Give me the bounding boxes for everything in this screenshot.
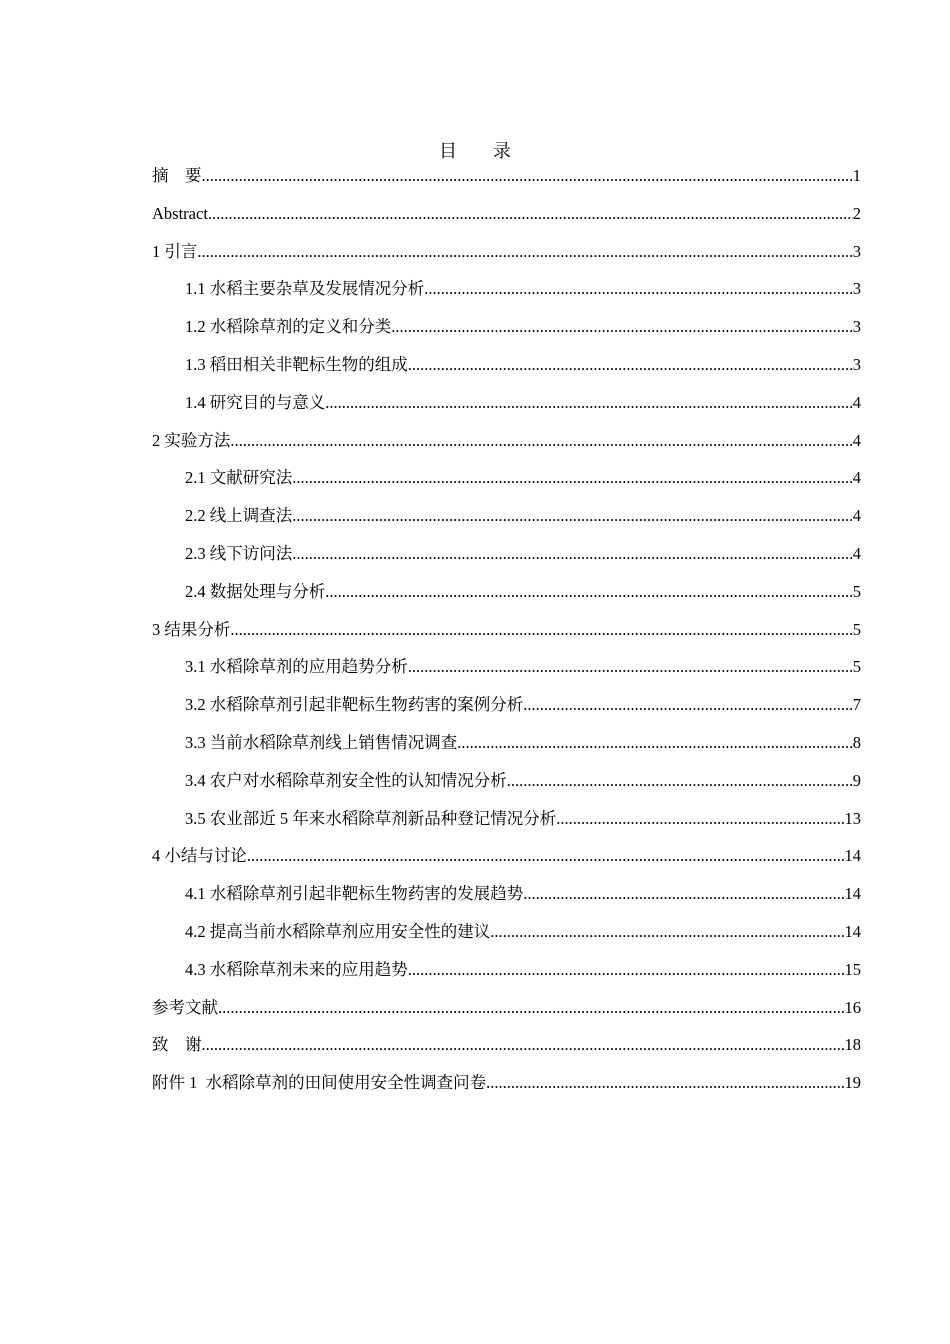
toc-entry-page: 5 bbox=[852, 619, 861, 639]
toc-entry[interactable] bbox=[152, 692, 861, 730]
toc-entry[interactable] bbox=[152, 1070, 861, 1108]
toc-entry-label: 1 引言 bbox=[152, 241, 198, 261]
toc-entry-page: 3 bbox=[852, 279, 861, 299]
toc-leader-dots bbox=[208, 201, 853, 227]
toc-entry[interactable] bbox=[152, 730, 861, 768]
toc-entry-label: 3 结果分析 bbox=[152, 619, 231, 639]
toc-entry-page: 4 bbox=[852, 468, 861, 488]
toc-entry-page: 13 bbox=[844, 808, 861, 828]
toc-entry-page: 2 bbox=[852, 203, 861, 223]
toc-leader-dots bbox=[202, 1032, 845, 1058]
toc-entry-label: 1.1 水稻主要杂草及发展情况分析 bbox=[185, 279, 425, 299]
toc-entry-page: 19 bbox=[844, 1073, 861, 1093]
toc-leader-dots bbox=[292, 465, 853, 491]
toc-leader-dots bbox=[230, 428, 852, 454]
toc-entry-page: 5 bbox=[852, 581, 861, 601]
toc-entry-page: 4 bbox=[852, 392, 861, 412]
toc-leader-dots bbox=[523, 692, 853, 718]
toc-leader-dots bbox=[556, 806, 844, 832]
toc-leader-dots bbox=[325, 390, 853, 416]
toc-entry-label: 致 谢 bbox=[152, 1035, 202, 1055]
toc-entry[interactable] bbox=[152, 465, 861, 503]
toc-entry-label: 2.1 文献研究法 bbox=[185, 468, 293, 488]
toc-entry[interactable] bbox=[152, 579, 861, 617]
toc-leader-dots bbox=[457, 730, 853, 756]
toc-entry-label: 3.4 农户对水稻除草剂安全性的认知情况分析 bbox=[185, 770, 507, 790]
toc-entry[interactable] bbox=[152, 541, 861, 579]
toc-leader-dots bbox=[218, 995, 845, 1021]
toc-entry-page: 15 bbox=[844, 959, 861, 979]
toc-entry-label: 4 小结与讨论 bbox=[152, 846, 247, 866]
toc-entry-page: 14 bbox=[844, 921, 861, 941]
toc-leader-dots bbox=[230, 617, 852, 643]
toc-entry[interactable] bbox=[152, 428, 861, 466]
toc-entry-page: 1 bbox=[852, 166, 861, 185]
toc-entry-label: 摘 要 bbox=[152, 166, 202, 185]
toc-leader-dots bbox=[197, 239, 852, 265]
toc-entry-label: 参考文献 bbox=[152, 997, 218, 1017]
toc-leader-dots bbox=[325, 579, 853, 605]
toc-entry-page: 4 bbox=[852, 506, 861, 526]
toc-entry[interactable] bbox=[152, 617, 861, 655]
toc-entry[interactable] bbox=[152, 919, 861, 957]
toc-entry[interactable] bbox=[152, 314, 861, 352]
toc-entry-label: 2 实验方法 bbox=[152, 430, 231, 450]
toc-leader-dots bbox=[292, 541, 853, 567]
toc-entry[interactable] bbox=[152, 201, 861, 239]
toc-entry[interactable] bbox=[152, 957, 861, 995]
toc-entry[interactable] bbox=[152, 1032, 861, 1070]
toc-entry-label: 2.4 数据处理与分析 bbox=[185, 581, 326, 601]
toc-entry-page: 3 bbox=[852, 241, 861, 261]
toc-leader-dots bbox=[202, 163, 853, 189]
toc-entry-label: 1.4 研究目的与意义 bbox=[185, 392, 326, 412]
toc-entry[interactable] bbox=[152, 352, 861, 390]
toc-entry[interactable] bbox=[152, 390, 861, 428]
toc-entry-page: 16 bbox=[844, 997, 861, 1017]
toc-entry-label: 4.3 水稻除草剂未来的应用趋势 bbox=[185, 959, 408, 979]
toc-entry[interactable] bbox=[152, 881, 861, 919]
toc-entry[interactable] bbox=[152, 503, 861, 541]
toc-leader-dots bbox=[408, 352, 853, 378]
toc-entry[interactable] bbox=[152, 276, 861, 314]
toc-entry-page: 8 bbox=[852, 732, 861, 752]
toc-leader-dots bbox=[486, 1070, 844, 1096]
toc-entry-label: 3.3 当前水稻除草剂线上销售情况调查 bbox=[185, 732, 458, 752]
toc-entry[interactable] bbox=[152, 995, 861, 1033]
toc-entry-page: 7 bbox=[852, 695, 861, 715]
toc-entry-label: 3.2 水稻除草剂引起非靶标生物药害的案例分析 bbox=[185, 695, 524, 715]
toc-entry-label: 附件 1 水稻除草剂的田间使用安全性调查问卷 bbox=[152, 1073, 487, 1093]
toc-leader-dots bbox=[408, 957, 845, 983]
toc-entry-label: 4.1 水稻除草剂引起非靶标生物药害的发展趋势 bbox=[185, 884, 524, 904]
toc-entry-page: 18 bbox=[844, 1035, 861, 1055]
toc-entry[interactable] bbox=[152, 843, 861, 881]
toc-entry-label: 3.1 水稻除草剂的应用趋势分析 bbox=[185, 657, 408, 677]
toc-entry-page: 4 bbox=[852, 543, 861, 563]
toc-entry[interactable] bbox=[152, 239, 861, 277]
toc-entry[interactable] bbox=[152, 768, 861, 806]
toc-entry-label: 2.2 线上调查法 bbox=[185, 506, 293, 526]
toc-leader-dots bbox=[391, 314, 853, 340]
toc-title: 目 录 bbox=[439, 141, 511, 161]
toc-list bbox=[152, 163, 861, 1108]
toc-entry-page: 14 bbox=[844, 884, 861, 904]
toc-entry-label: 1.2 水稻除草剂的定义和分类 bbox=[185, 317, 392, 337]
toc-leader-dots bbox=[507, 768, 853, 794]
toc-leader-dots bbox=[424, 276, 853, 302]
toc-entry-label: 4.2 提高当前水稻除草剂应用安全性的建议 bbox=[185, 921, 491, 941]
toc-leader-dots bbox=[247, 843, 845, 869]
toc-entry[interactable] bbox=[152, 806, 861, 844]
toc-entry-label: Abstract bbox=[152, 203, 208, 223]
toc-entry-page: 4 bbox=[852, 430, 861, 450]
toc-entry-label: 1.3 稻田相关非靶标生物的组成 bbox=[185, 354, 408, 374]
toc-entry-page: 5 bbox=[852, 657, 861, 677]
toc-entry-label: 3.5 农业部近 5 年来水稻除草剂新品种登记情况分析 bbox=[185, 808, 557, 828]
toc-entry-page: 3 bbox=[852, 317, 861, 337]
toc-entry-label: 2.3 线下访问法 bbox=[185, 543, 293, 563]
toc-entry[interactable] bbox=[152, 163, 861, 201]
toc-leader-dots bbox=[490, 919, 844, 945]
toc-entry-page: 9 bbox=[852, 770, 861, 790]
toc-leader-dots bbox=[523, 881, 844, 907]
toc-leader-dots bbox=[408, 654, 853, 680]
toc-entry[interactable] bbox=[152, 654, 861, 692]
toc-entry-page: 3 bbox=[852, 354, 861, 374]
toc-entry-page: 14 bbox=[844, 846, 861, 866]
toc-leader-dots bbox=[292, 503, 853, 529]
